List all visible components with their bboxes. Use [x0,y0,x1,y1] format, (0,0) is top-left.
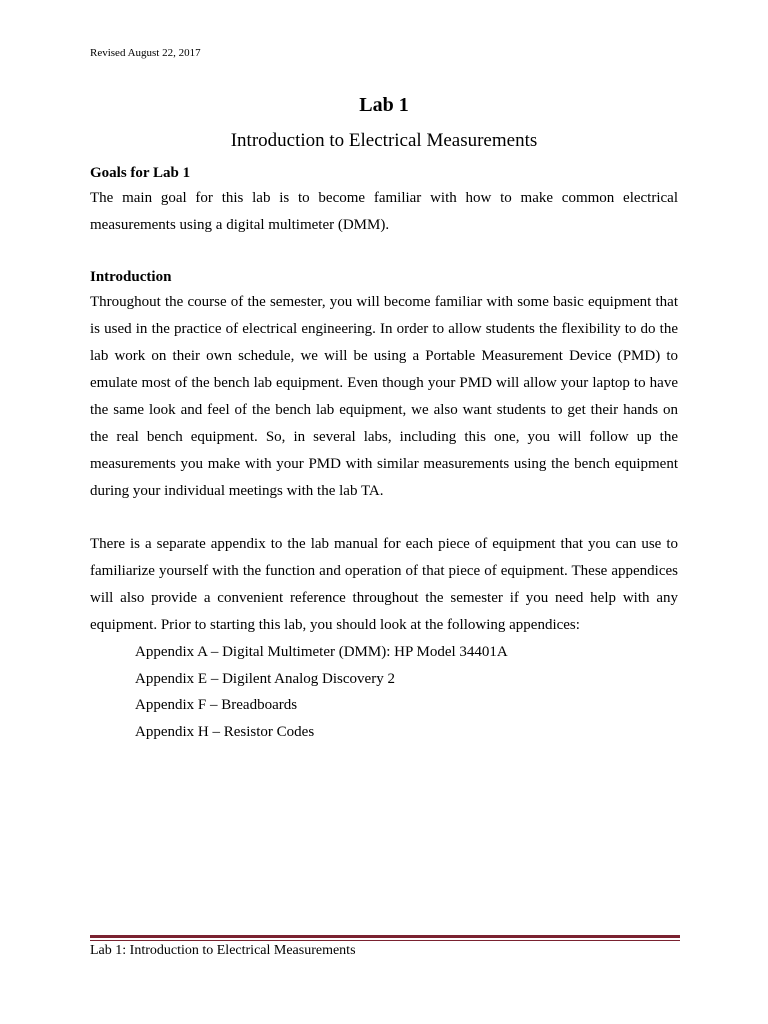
revision-date: Revised August 22, 2017 [90,47,201,59]
footer-rule-thin [90,940,680,941]
appendix-item: Appendix E – Digilent Analog Discovery 2 [135,670,395,687]
appendix-list [90,639,678,745]
section-spacer [90,505,678,531]
page-subtitle: Introduction to Electrical Measurements [230,130,538,151]
introduction-heading: Introduction [90,269,172,285]
appendix-item: Appendix F – Breadboards [135,697,298,713]
footer-rule [90,935,680,938]
footer-text: Lab 1: Introduction to Electrical Measurements [90,943,356,958]
page-title: Lab 1 [359,94,409,116]
goals-paragraph: The main goal for this lab is to become familiar with how to make common electrical measurements using a digital multimeter (DMM). [90,190,678,233]
appendix-item: Appendix H – Resistor Codes [135,723,315,740]
document-body [90,161,678,745]
introduction-paragraph-1: Throughout the course of the semester, you will become familiar with some basic equipment that is used in the practice of electrical engineering. In order to allow students the flexibility to do the lab work on their own schedule, we will be using a Portable Measurement Device (PMD) to emulate most of the bench lab equipment. Even though your PMD will allow your laptop to have the same look and feel of the bench lab equipment, we also want students to get their hands on the real bench equipment. So, in several labs, including this one, you will follow up the measurements you make with your PMD with similar measurements using the bench equipment during your individual meetings with the lab TA. [90,294,678,499]
appendix-item: Appendix A – Digital Multimeter (DMM): HP Model 34401A [135,644,508,660]
section-spacer [90,239,678,265]
introduction-paragraph-2: There is a separate appendix to the lab manual for each piece of equipment that you can use to familiarize yourself with the function and operation of that piece of equipment. These appendices will also provide a convenient reference throughout the semester if you need help with any equipment. Prior to starting this lab, you should look at the following appendices: [90,536,678,633]
goals-heading: Goals for Lab 1 [90,165,191,181]
